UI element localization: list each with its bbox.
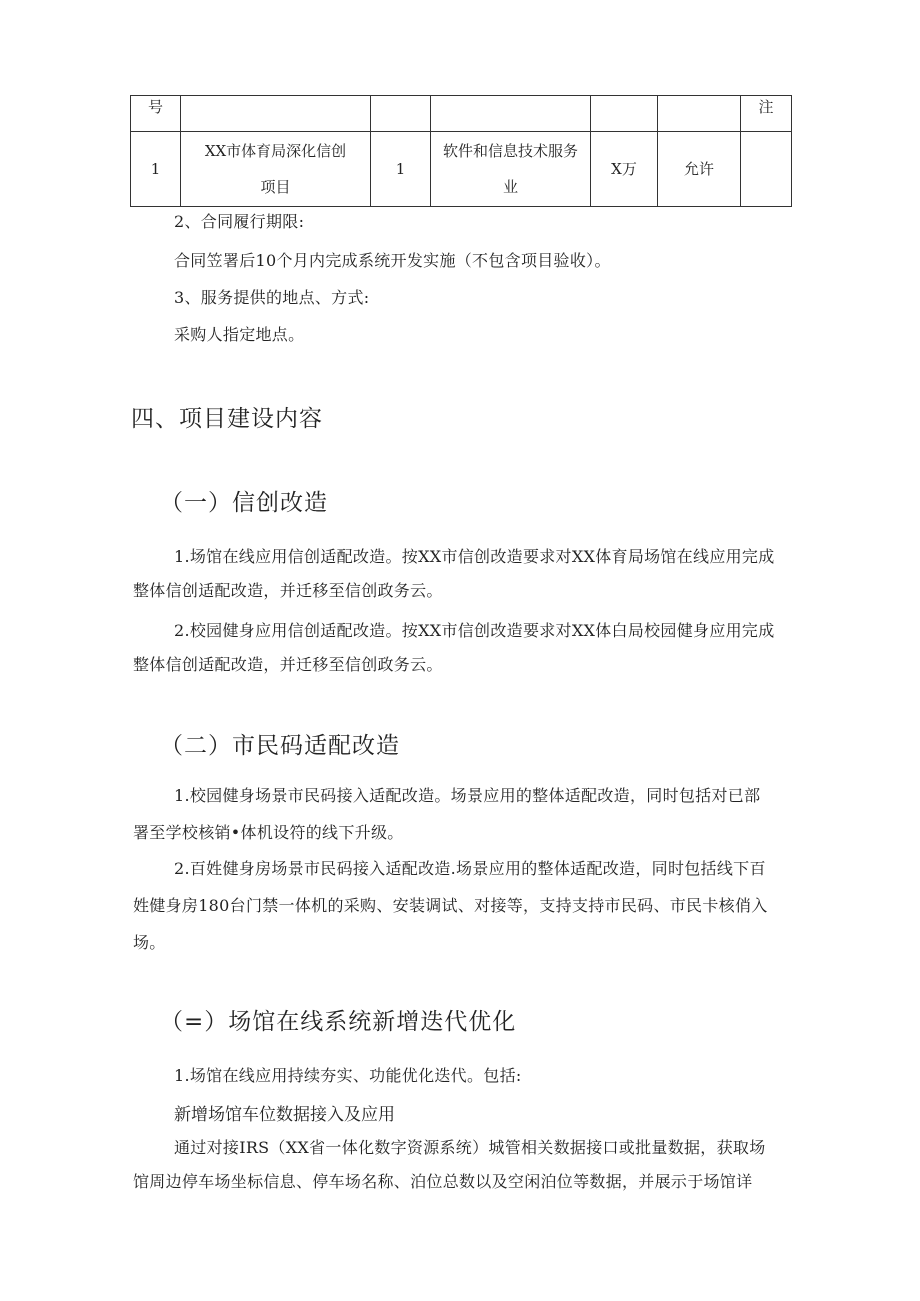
table-row <box>131 96 792 132</box>
paragraph-line: 1.校园健身场景市民码接入适配改造。场景应用的整体适配改造，同时包括对已部 <box>174 786 761 805</box>
subsection-title: （二）市民码适配改造 <box>160 733 400 759</box>
cell-quantity: 1 <box>371 132 431 207</box>
service-place-heading: 3、服务提供的地点、方式: <box>174 288 370 307</box>
contract-period-text: 合同笠署后10个月内完成系统开发实施（不包含项目验收）。 <box>174 251 611 270</box>
paragraph-line: 姓健身房180台门禁一体机的采购、安装调试、对接等，支持支持市民码、市民卡核俏入 <box>133 896 768 915</box>
industry-line: 业 <box>502 178 518 196</box>
paragraph-line: 场。 <box>133 933 166 952</box>
contract-period-heading: 2、合同履行期限: <box>174 212 305 231</box>
cell-project-name <box>181 132 371 207</box>
paragraph-line: 馆周边停车场坐标信息、停车场名称、泊位总数以及空闲泊位等数据，并展示于场馆详 <box>133 1172 753 1191</box>
table-row <box>131 132 792 207</box>
project-name-line: XX市体育局深化信创 <box>204 142 347 160</box>
industry-line: 软件和信息技术服务 <box>442 142 578 160</box>
paragraph-line: 整体信创适配改造，并迁移至信创政务云。 <box>133 581 443 600</box>
table-cell <box>591 96 658 132</box>
paragraph-line: 整体信创适配改造，并迁移至信创政务云。 <box>133 655 443 674</box>
cell-industry <box>431 132 591 207</box>
table-cell <box>658 96 741 132</box>
cell-allowed: 允许 <box>658 132 741 207</box>
paragraph-line: 1.场馆在线应用信创适配改造。按XX市信创改造要求对XX体育局场馆在线应用完成 <box>174 547 775 566</box>
service-place-text: 采购人指定地点。 <box>174 325 305 344</box>
section-title: 四、项目建设内容 <box>131 406 323 432</box>
paragraph-line: 通过对接IRS（XX省一体化数字资源系统）城管相关数据接口或批量数据，获取场 <box>174 1138 766 1157</box>
table-cell: 注 <box>741 96 792 132</box>
project-name-line: 项目 <box>260 178 291 196</box>
table-cell <box>181 96 371 132</box>
paragraph-line: 1.场馆在线应用持续夯实、功能优化迭代。包括: <box>174 1066 522 1085</box>
cell-note <box>741 132 792 207</box>
paragraph-line: 2.百姓健身房场景市民码接入适配改造.场景应用的整体适配改造，同时包括线下百 <box>174 859 766 878</box>
cell-price: X万 <box>591 132 658 207</box>
sub-heading: 新增场馆车位数据接入及应用 <box>174 1105 395 1125</box>
subsection-title: （一）信创改造 <box>160 490 328 516</box>
table-cell: 号 <box>131 96 181 132</box>
cell-no: 1 <box>131 132 181 207</box>
table-cell <box>371 96 431 132</box>
paragraph-line: 2.校园健身应用信创适配改造。按XX市信创改造要求对XX体白局校园健身应用完成 <box>174 621 775 640</box>
table-cell <box>431 96 591 132</box>
procurement-table <box>130 95 792 207</box>
paragraph-line: 署至学校核销•体机设符的线下升级。 <box>133 823 404 842</box>
subsection-title: （=）场馆在线系统新增迭代优化 <box>160 1009 517 1035</box>
